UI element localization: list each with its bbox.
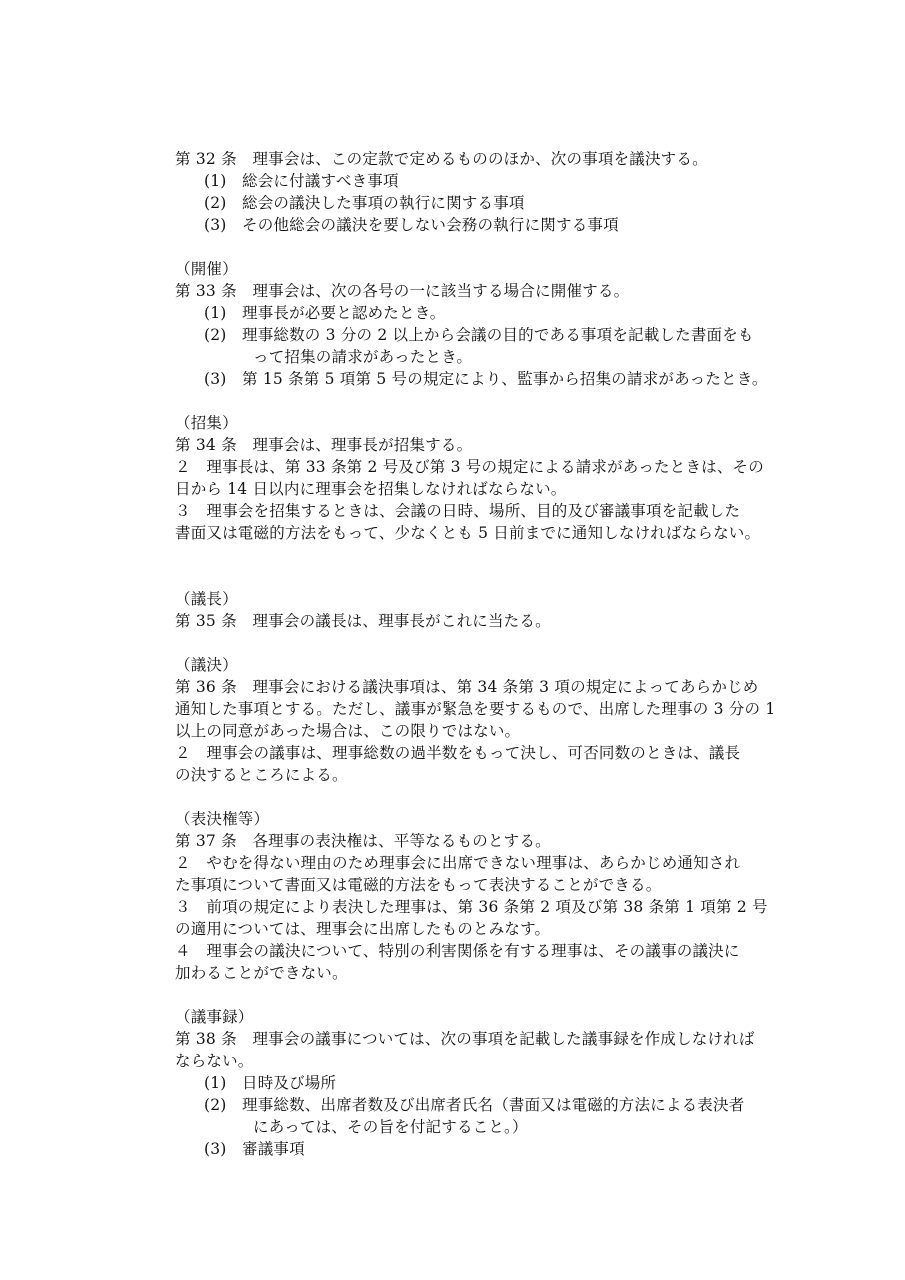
section-heading: （議長） xyxy=(175,590,238,608)
list-item xyxy=(175,1138,780,1160)
item-number: (3) xyxy=(204,1140,227,1158)
paragraph-line: 日から 14 日以内に理事会を招集しなければならない。 xyxy=(175,480,567,498)
item-continuation: にあっては、その旨を付記すること。） xyxy=(253,1118,528,1136)
paragraph-line: の決するところによる。 xyxy=(175,766,348,784)
list-item xyxy=(175,170,780,192)
item-text: 理事総数、出席者数及び出席者氏名（書面又は電磁的方法による表決者 xyxy=(242,1096,745,1114)
paragraph-line: た事項について書面又は電磁的方法をもって表決することができる。 xyxy=(175,876,662,894)
item-text: 総会に付議すべき事項 xyxy=(242,172,399,190)
article-37-text: 第 37 条 各理事の表決権は、平等なるものとする。 xyxy=(175,832,551,850)
item-text: その他総会の議決を要しない会務の執行に関する事項 xyxy=(242,216,619,234)
spacer xyxy=(175,984,780,1006)
paragraph-line: ４ 理事会の議決について、特別の利害関係を有する理事は、その議事の議決に xyxy=(175,942,740,960)
item-number: (1) xyxy=(204,1074,227,1092)
item-text: 理事長が必要と認めたとき。 xyxy=(242,304,446,322)
list-item xyxy=(175,368,780,390)
article-35-text: 第 35 条 理事会の議長は、理事長がこれに当たる。 xyxy=(175,612,551,630)
section-heading: （表決権等） xyxy=(175,810,270,828)
section-heading: （議事録） xyxy=(175,1008,254,1026)
article-32-text: 第 32 条 理事会は、この定款で定めるもののほか、次の事項を議決する。 xyxy=(175,150,708,168)
paragraph-line: ３ 前項の規定により表決した理事は、第 36 条第 2 項及び第 38 条第 1 項第 2 号 xyxy=(175,898,768,916)
item-text: 総会の議決した事項の執行に関する事項 xyxy=(242,194,525,212)
spacer xyxy=(175,236,780,258)
paragraph-line: ３ 理事会を招集するときは、会議の日時、場所、目的及び審議事項を記載した xyxy=(175,502,741,520)
item-number: (2) xyxy=(204,326,227,344)
article-38-text: 第 38 条 理事会の議事については、次の事項を記載した議事録を作成しなければ xyxy=(175,1030,755,1048)
spacer xyxy=(175,544,780,588)
item-number: (1) xyxy=(204,172,227,190)
spacer xyxy=(175,786,780,808)
paragraph-line: ２ 理事会の議事は、理事総数の過半数をもって決し、可否同数のときは、議長 xyxy=(175,744,741,762)
paragraph-line: の適用については、理事会に出席したものとみなす。 xyxy=(175,920,551,938)
paragraph-line: 以上の同意があった場合は、この限りではない。 xyxy=(175,722,521,740)
section-heading: （招集） xyxy=(175,414,238,432)
spacer xyxy=(175,632,780,654)
article-33-text: 第 33 条 理事会は、次の各号の一に該当する場合に開催する。 xyxy=(175,282,630,300)
document-page xyxy=(175,148,780,1160)
list-item xyxy=(175,324,780,346)
paragraph-line: 書面又は電磁的方法をもって、少なくとも 5 日前までに通知しなければならない。 xyxy=(175,524,761,542)
paragraph-line: 加わることができない。 xyxy=(175,964,348,982)
item-text: 理事総数の 3 分の 2 以上から会議の目的である事項を記載した書面をも xyxy=(242,326,754,344)
list-item xyxy=(175,302,780,324)
item-number: (2) xyxy=(204,1096,227,1114)
section-heading: （開催） xyxy=(175,260,238,278)
item-number: (3) xyxy=(204,370,227,388)
spacer xyxy=(175,390,780,412)
list-item xyxy=(175,214,780,236)
item-number: (2) xyxy=(204,194,227,212)
item-continuation: って招集の請求があったとき。 xyxy=(253,348,473,366)
section-heading: （議決） xyxy=(175,656,238,674)
item-number: (1) xyxy=(204,304,227,322)
article-34-text: 第 34 条 理事会は、理事長が招集する。 xyxy=(175,436,473,454)
list-item xyxy=(175,1094,780,1116)
paragraph-line: ならない。 xyxy=(175,1052,254,1070)
list-item xyxy=(175,192,780,214)
item-text: 日時及び場所 xyxy=(242,1074,337,1092)
article-36-text: 第 36 条 理事会における議決事項は、第 34 条第 3 項の規定によってあらかじめ xyxy=(175,678,759,696)
item-text: 第 15 条第 5 項第 5 号の規定により、監事から招集の請求があったとき。 xyxy=(242,370,768,388)
paragraph-line: ２ やむを得ない理由のため理事会に出席できない理事は、あらかじめ通知され xyxy=(175,854,741,872)
item-text: 審議事項 xyxy=(242,1140,305,1158)
item-number: (3) xyxy=(204,216,227,234)
paragraph-line: 通知した事項とする。ただし、議事が緊急を要するもので、出席した理事の 3 分の 1 xyxy=(175,700,776,718)
list-item xyxy=(175,1072,780,1094)
paragraph-line: ２ 理事長は、第 33 条第 2 号及び第 3 号の規定による請求があったときは、その xyxy=(175,458,764,476)
